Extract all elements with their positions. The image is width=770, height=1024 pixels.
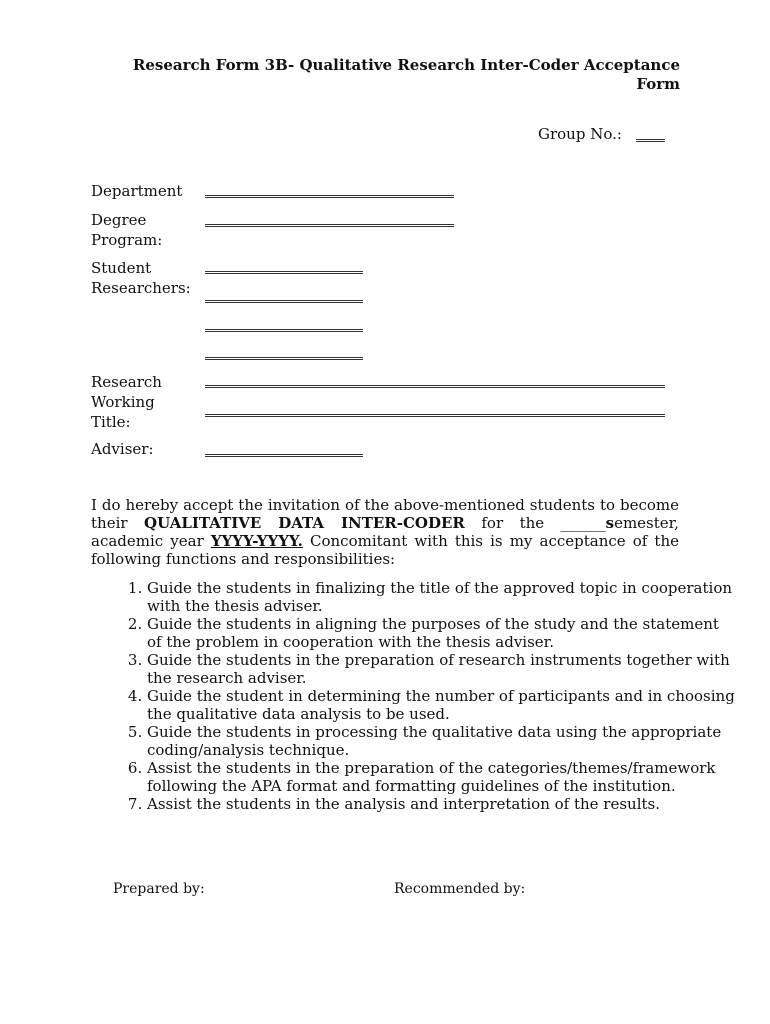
student-researcher-blank-2[interactable] (205, 300, 363, 303)
group-number-label: Group No.: (538, 125, 622, 143)
department-blank[interactable] (205, 195, 454, 198)
paragraph-text-4: Concomitant with this is my acceptance of the following functions and responsibilities: (91, 532, 679, 568)
student-researcher-blank-4[interactable] (205, 357, 363, 360)
group-number-blank[interactable] (636, 139, 665, 142)
paragraph-text-1: I do hereby accept the invitation of the above-mentioned students to become their (91, 496, 679, 532)
research-title-blank-2[interactable] (205, 414, 665, 417)
department-label: Department (91, 182, 183, 200)
list-item: 5. Guide the students in processing the qualitative data using the appropriate coding/analysis technique. (147, 723, 735, 759)
prepared-by-label: Prepared by: (113, 881, 205, 897)
recommended-by-label: Recommended by: (394, 881, 526, 897)
adviser-blank[interactable] (205, 454, 363, 457)
list-item: 4. Guide the student in determining the number of participants and in choosing the qualitative data analysis to be used. (147, 687, 735, 723)
academic-year: YYYY-YYYY. (210, 532, 303, 550)
form-title: Research Form 3B- Qualitative Research Inter-Coder Acceptance Form (132, 56, 680, 93)
degree-program-label: Degree Program: (91, 211, 163, 249)
semester-blank[interactable]: ______s (560, 514, 615, 532)
student-researcher-blank-3[interactable] (205, 329, 363, 332)
student-researcher-blank-1[interactable] (205, 271, 363, 274)
adviser-label: Adviser: (91, 440, 154, 458)
list-item: 2. Guide the students in aligning the purposes of the study and the statement of the problem in cooperation with the thesis adviser. (147, 615, 735, 651)
acceptance-paragraph (91, 496, 679, 568)
list-item: 1. Guide the students in finalizing the title of the approved topic in cooperation with the thesis adviser. (147, 579, 735, 615)
student-researchers-label: Student Researchers: (91, 259, 191, 297)
research-title-blank-1[interactable] (205, 385, 665, 388)
inter-coder-emphasis: QUALITATIVE DATA INTER-CODER (144, 514, 465, 532)
list-item: 6. Assist the students in the preparation of the categories/themes/framework following the APA format and formatting guidelines of the institution. (147, 759, 735, 795)
list-item: 3. Guide the students in the preparation of research instruments together with the research adviser. (147, 651, 735, 687)
responsibilities-list (91, 579, 735, 813)
paragraph-text-3: emester, academic year (91, 514, 679, 550)
paragraph-text-2: for the (481, 514, 545, 532)
research-working-title-label: Research Working Title: (91, 373, 162, 431)
list-item: 7. Assist the students in the analysis and interpretation of the results. (147, 795, 735, 813)
degree-program-blank[interactable] (205, 224, 454, 227)
